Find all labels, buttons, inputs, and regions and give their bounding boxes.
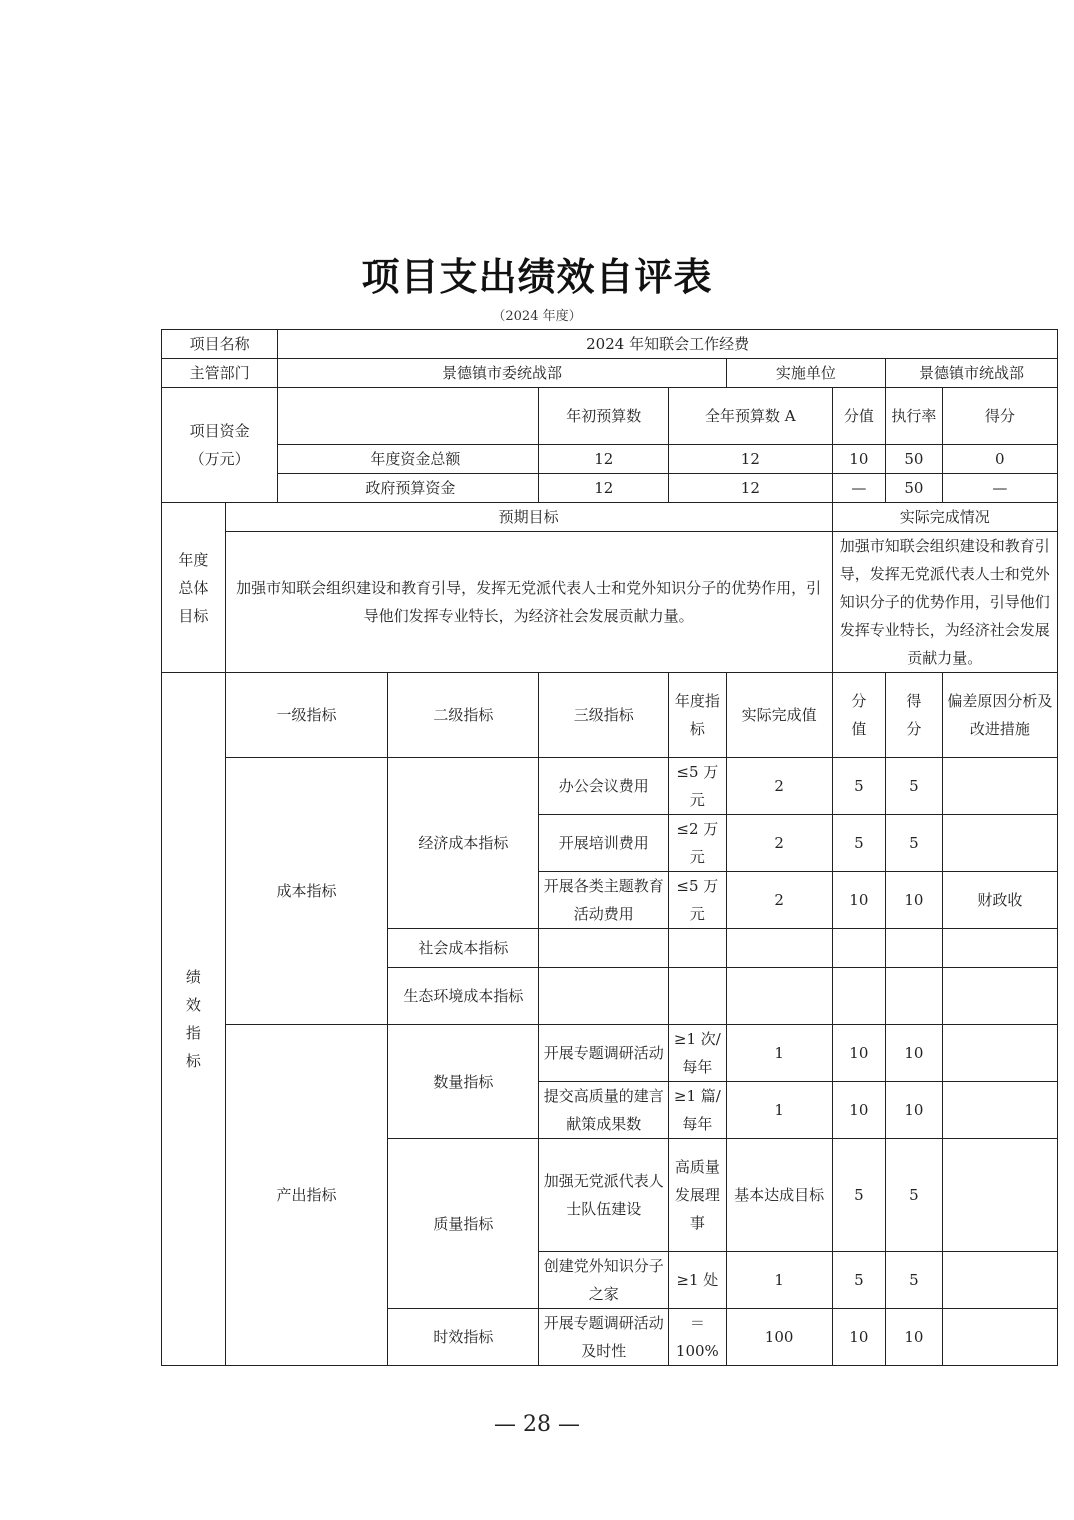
indicator-score: 10 [832,1025,885,1082]
header-got: 得分 [886,673,943,758]
header-score: 分值 [832,673,885,758]
funds-header-score: 分值 [832,388,885,445]
indicator-reason [942,1025,1057,1082]
funds-row-total-initial: 12 [539,445,669,474]
dept-label: 主管部门 [162,359,278,388]
funds-label-line2: （万元） [189,450,250,468]
funds-row-gov-rate: 50 [886,474,943,503]
indicator-actual: 基本达成目标 [726,1139,832,1252]
indicator-target: ≤5 万元 [669,758,727,815]
actual-goal-text: 加强市知联会组织建设和教育引导，发挥无党派代表人士和党外知识分子的优势作用，引导他们发挥专业特长，为经济社会发展贡献力量。 [832,532,1057,673]
funds-row-gov-annual: 12 [669,474,833,503]
header-reason: 偏差原因分析及改进措施 [942,673,1057,758]
indicator-name: 提交高质量的建言献策成果数 [539,1082,669,1139]
indicator-got: 10 [886,1025,943,1082]
header-actual: 实际完成值 [726,673,832,758]
empty-cell [832,929,885,968]
funds-row-gov-got: — [942,474,1057,503]
indicator-target: ≤5 万元 [669,872,727,929]
annual-goal-label: 年度总体目标 [162,503,226,673]
page-number: — 28 — [494,1412,580,1437]
indicator-got: 5 [886,1252,943,1309]
dept-value: 景德镇市委统战部 [278,359,726,388]
empty-cell [886,968,943,1025]
indicator-actual: 1 [726,1252,832,1309]
indicator-name: 开展各类主题教育活动费用 [539,872,669,929]
funds-header-initial: 年初预算数 [539,388,669,445]
funds-header-got: 得分 [942,388,1057,445]
empty-cell [942,968,1057,1025]
indicator-reason [942,1252,1057,1309]
indicator-got: 5 [886,815,943,872]
empty-cell [832,968,885,1025]
indicator-target: ≤2 万元 [669,815,727,872]
quantity-indicator-label: 数量指标 [388,1025,539,1139]
cost-indicator-label: 成本指标 [225,758,388,1025]
unit-value: 景德镇市统战部 [886,359,1058,388]
indicator-reason: 财政收 [942,872,1057,929]
timeliness-indicator-label: 时效指标 [388,1309,539,1366]
eco-cost-label: 生态环境成本指标 [388,968,539,1025]
unit-label: 实施单位 [726,359,885,388]
indicator-reason [942,1139,1057,1252]
empty-cell [726,929,832,968]
empty-cell [539,929,669,968]
economic-cost-label: 经济成本指标 [388,758,539,929]
output-indicator-label: 产出指标 [225,1025,388,1366]
indicator-name: 开展专题调研活动 [539,1025,669,1082]
funds-row-total-annual: 12 [669,445,833,474]
indicator-got: 5 [886,758,943,815]
funds-row-total-rate: 50 [886,445,943,474]
indicator-score: 5 [832,1139,885,1252]
indicator-name: 创建党外知识分子之家 [539,1252,669,1309]
empty-cell [942,929,1057,968]
indicator-target: 高质量发展理事 [669,1139,727,1252]
indicator-score: 5 [832,815,885,872]
indicator-target: ＝100% [669,1309,727,1366]
expected-goal-header: 预期目标 [225,503,832,532]
social-cost-label: 社会成本指标 [388,929,539,968]
indicator-actual: 100 [726,1309,832,1366]
indicator-name: 开展培训费用 [539,815,669,872]
funds-label [162,388,278,503]
indicator-name: 加强无党派代表人士队伍建设 [539,1139,669,1252]
indicator-got: 10 [886,1309,943,1366]
funds-row-total-score: 10 [832,445,885,474]
indicator-got: 5 [886,1139,943,1252]
project-name-label: 项目名称 [162,330,278,359]
indicator-score: 10 [832,872,885,929]
indicator-section-label: 绩效指标 [162,673,226,1366]
empty-cell [726,968,832,1025]
indicator-score: 5 [832,1252,885,1309]
performance-table [161,329,1058,1366]
indicator-reason [942,815,1057,872]
funds-header-blank [278,388,539,445]
indicator-score: 10 [832,1082,885,1139]
project-name-value: 2024 年知联会工作经费 [278,330,1058,359]
funds-row-total-got: 0 [942,445,1057,474]
header-target: 年度指标 [669,673,727,758]
indicator-name: 办公会议费用 [539,758,669,815]
funds-row-gov-label: 政府预算资金 [278,474,539,503]
indicator-reason [942,1309,1057,1366]
indicator-score: 5 [832,758,885,815]
expected-goal-text: 加强市知联会组织建设和教育引导，发挥无党派代表人士和党外知识分子的优势作用，引导他们发挥专业特长，为经济社会发展贡献力量。 [225,532,832,673]
empty-cell [539,968,669,1025]
indicator-actual: 1 [726,1082,832,1139]
page-title: 项目支出绩效自评表 [361,255,713,299]
quality-indicator-label: 质量指标 [388,1139,539,1309]
header-level1: 一级指标 [225,673,388,758]
indicator-name: 开展专题调研活动及时性 [539,1309,669,1366]
indicator-target: ≥1 篇/每年 [669,1082,727,1139]
indicator-score: 10 [832,1309,885,1366]
funds-header-annual: 全年预算数 A [669,388,833,445]
indicator-target: ≥1 次/每年 [669,1025,727,1082]
funds-header-rate: 执行率 [886,388,943,445]
indicator-actual: 2 [726,872,832,929]
actual-goal-header: 实际完成情况 [832,503,1057,532]
indicator-actual: 2 [726,758,832,815]
indicator-reason [942,1082,1057,1139]
indicator-reason [942,758,1057,815]
indicator-got: 10 [886,872,943,929]
indicator-actual: 1 [726,1025,832,1082]
empty-cell [669,929,727,968]
header-level3: 三级指标 [539,673,669,758]
indicator-got: 10 [886,1082,943,1139]
indicator-actual: 2 [726,815,832,872]
header-level2: 二级指标 [388,673,539,758]
funds-label-line1: 项目资金 [189,422,250,440]
funds-row-gov-score: — [832,474,885,503]
empty-cell [669,968,727,1025]
funds-row-gov-initial: 12 [539,474,669,503]
empty-cell [886,929,943,968]
year-subtitle: （2024 年度） [492,309,582,324]
indicator-target: ≥1 处 [669,1252,727,1309]
funds-row-total-label: 年度资金总额 [278,445,539,474]
